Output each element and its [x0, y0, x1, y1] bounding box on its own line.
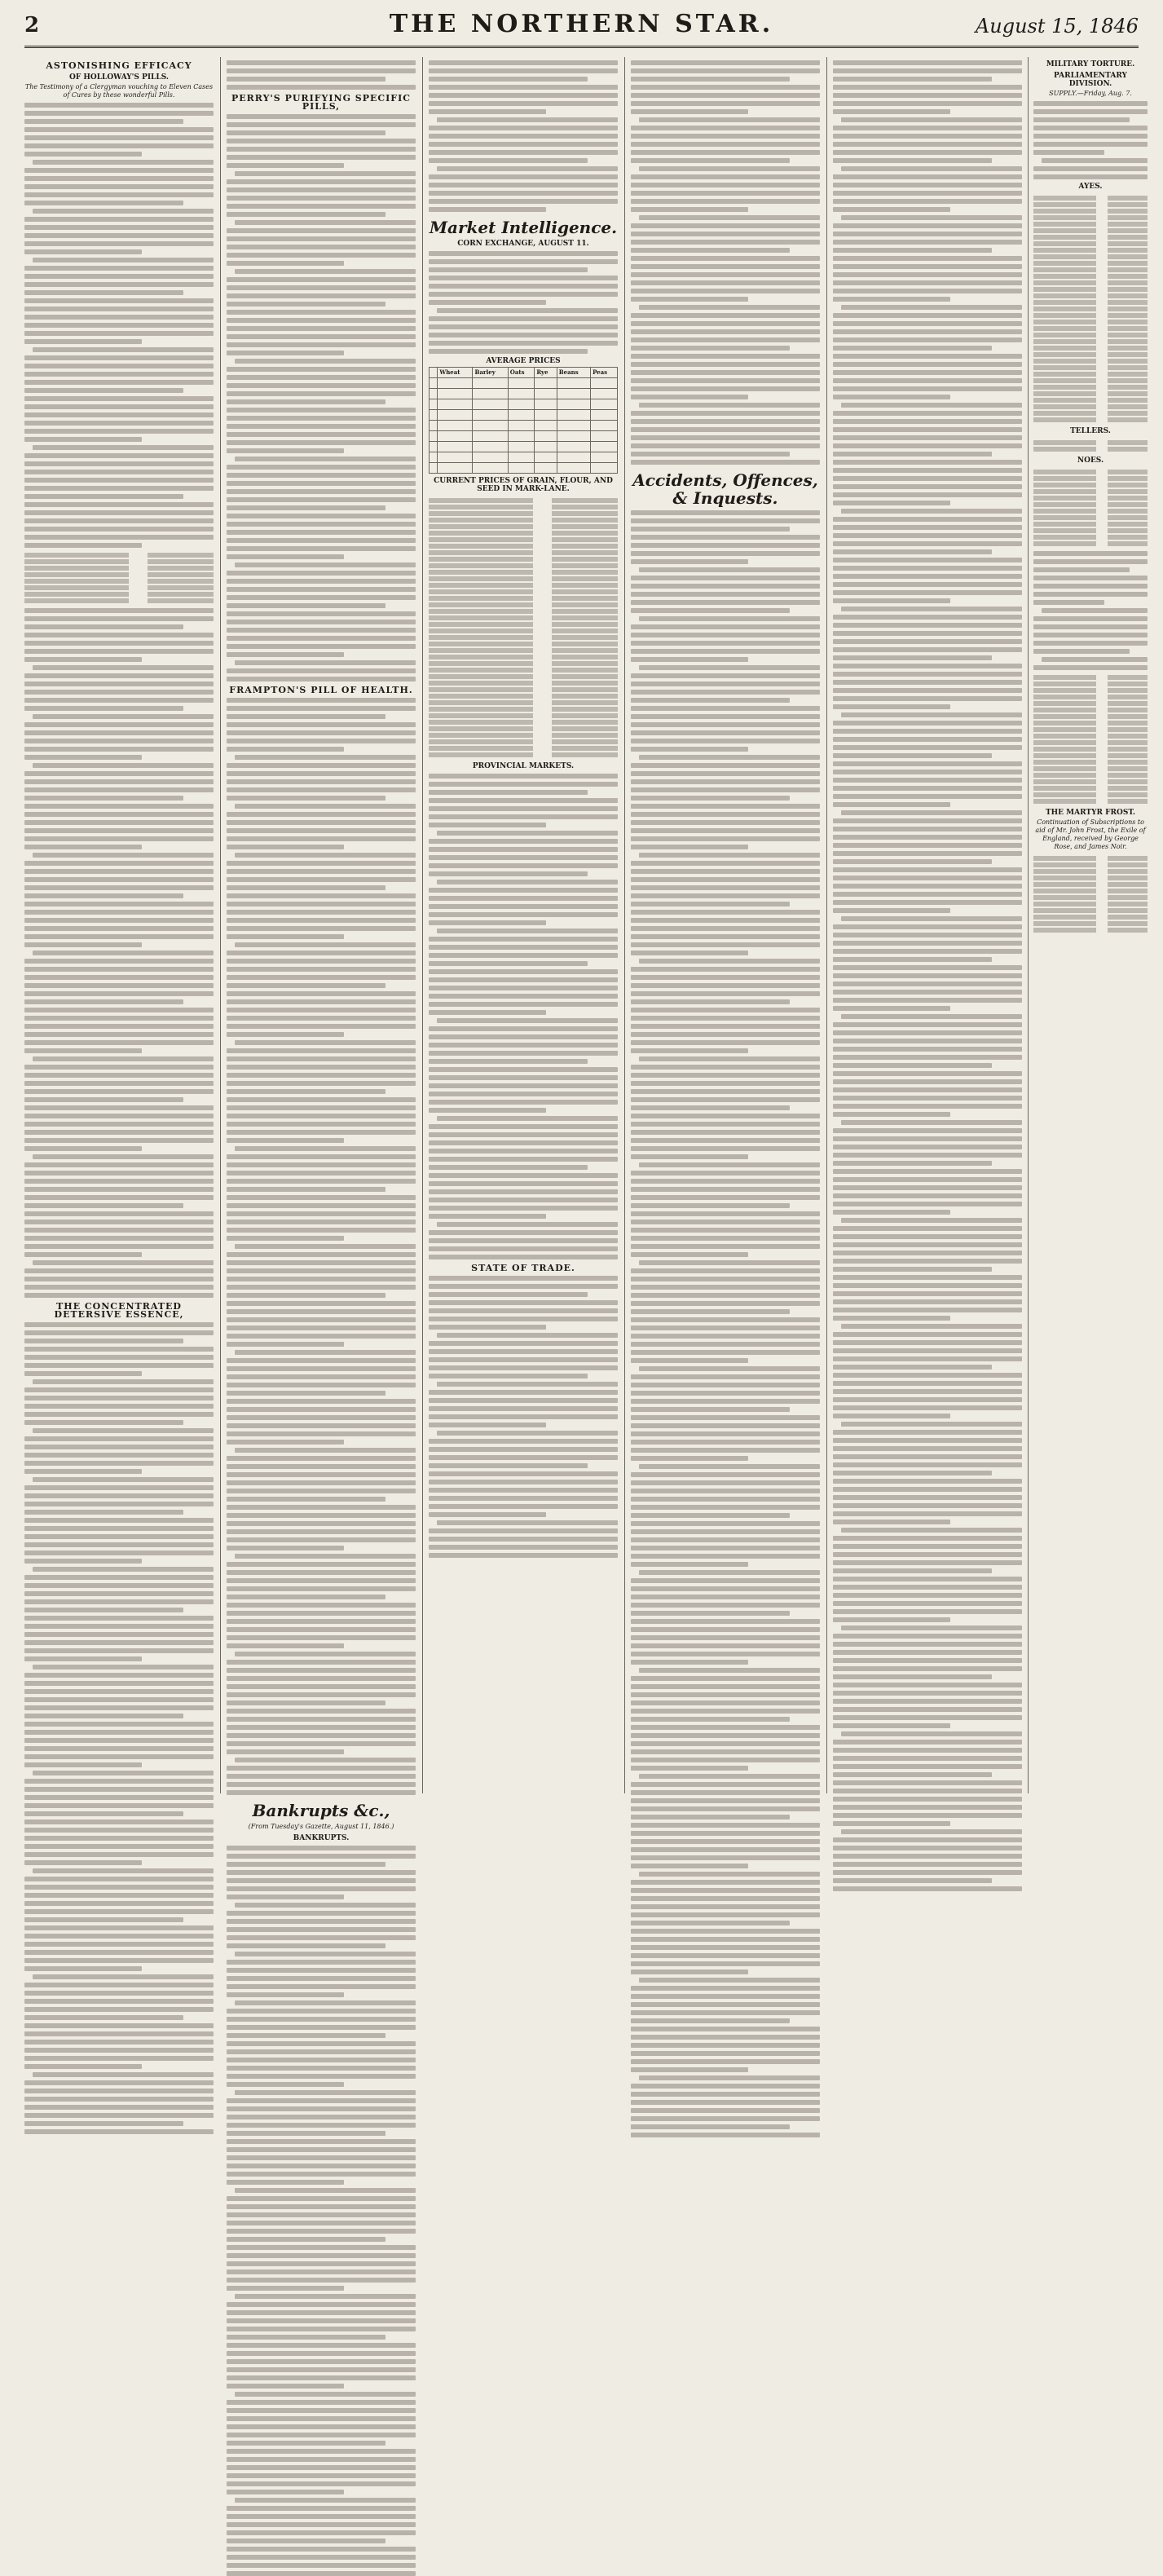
state-of-trade-heading: STATE OF TRADE.	[471, 1263, 575, 1273]
newspaper-title: THE NORTHERN STAR.	[389, 10, 774, 38]
col-barley: Barley	[473, 368, 508, 378]
ailment-list	[24, 553, 214, 603]
subscriptions-list	[1033, 856, 1148, 933]
military-torture-heading: MILITARY TORTURE.	[1046, 60, 1135, 68]
column-5	[833, 57, 1022, 1793]
article-body	[429, 1276, 618, 1558]
article-body	[24, 103, 214, 548]
bankrupts-heading: Bankrupts &c.,	[252, 1801, 390, 1820]
price-list	[429, 498, 618, 757]
article-body	[227, 60, 416, 90]
article-body	[24, 608, 214, 1298]
holloway-byline: The Testimony of a Clergyman vouching to Eleven Cases of Cures by these wonderful Pills.	[24, 83, 214, 99]
article-body	[24, 1322, 214, 2134]
martyr-frost-sub: Continuation of Subscriptions to aid of Mr. John Frost, the Exile of England, received by George Rose, and James Noir.	[1035, 818, 1146, 850]
holloway-heading: ASTONISHING EFFICACY	[46, 60, 192, 71]
tellers-heading: TELLERS.	[1070, 427, 1111, 435]
article-body	[227, 698, 416, 1795]
page-number: 2	[24, 13, 40, 37]
column-rule	[220, 57, 221, 1793]
column-rule	[624, 57, 625, 1793]
col-beans: Beans	[557, 368, 590, 378]
corn-exchange-heading: CORN EXCHANGE, AUGUST 11.	[457, 240, 589, 248]
masthead	[24, 7, 1139, 48]
supply-heading: SUPPLY.—Friday, Aug. 7.	[1049, 90, 1132, 97]
article-body	[429, 774, 618, 1259]
market-heading: Market Intelligence.	[429, 218, 618, 237]
article-body	[429, 60, 618, 212]
perry-heading: PERRY'S PURIFYING SPECIFIC PILLS,	[231, 93, 412, 112]
ayes-list	[1033, 196, 1148, 422]
col-oats: Oats	[508, 368, 535, 378]
noes-heading: NOES.	[1077, 457, 1104, 465]
col-peas: Peas	[591, 368, 618, 378]
tellers-list	[1033, 440, 1148, 452]
article-body	[631, 60, 820, 465]
bankrupts-subheading: BANKRUPTS.	[293, 1834, 350, 1842]
average-prices-heading: AVERAGE PRICES	[486, 357, 561, 365]
frampton-heading: FRAMPTON'S PILL OF HEALTH.	[229, 685, 413, 695]
column-1	[24, 57, 214, 1793]
second-division-list	[1033, 675, 1148, 804]
column-4	[631, 57, 820, 1793]
col-wheat: Wheat	[438, 368, 473, 378]
article-body	[1033, 551, 1148, 670]
article-body	[1033, 101, 1148, 179]
issue-date: August 15, 1846	[975, 15, 1139, 37]
article-body	[227, 114, 416, 681]
essence-heading: THE CONCENTRATED DETERSIVE ESSENCE,	[54, 1301, 184, 1320]
column-rule	[826, 57, 827, 1793]
holloway-subheading: OF HOLLOWAY'S PILLS.	[68, 73, 170, 82]
column-rule	[1028, 57, 1029, 1793]
column-6	[1033, 57, 1148, 1793]
col-rye: Rye	[535, 368, 557, 378]
parliamentary-division-heading: PARLIAMENTARY DIVISION.	[1054, 72, 1127, 88]
provincial-markets-heading: PROVINCIAL MARKETS.	[472, 762, 575, 770]
gazette-note: (From Tuesday's Gazette, August 11, 1846.)	[248, 1823, 394, 1830]
column-rule	[422, 57, 423, 1793]
article-body	[227, 1846, 416, 2576]
article-body	[429, 251, 618, 354]
column-2	[227, 57, 416, 1842]
martyr-frost-heading: THE MARTYR FROST.	[1045, 809, 1136, 817]
column-3	[429, 57, 618, 1793]
article-body	[631, 510, 820, 2137]
average-prices-table	[429, 367, 618, 474]
article-body	[833, 60, 1022, 1891]
ayes-heading: AYES.	[1078, 183, 1103, 191]
accidents-heading: Accidents, Offences, & Inquests.	[632, 470, 818, 508]
current-prices-heading: CURRENT PRICES OF GRAIN, FLOUR, AND SEED IN MARK-LANE.	[434, 477, 613, 493]
noes-list	[1033, 470, 1148, 546]
